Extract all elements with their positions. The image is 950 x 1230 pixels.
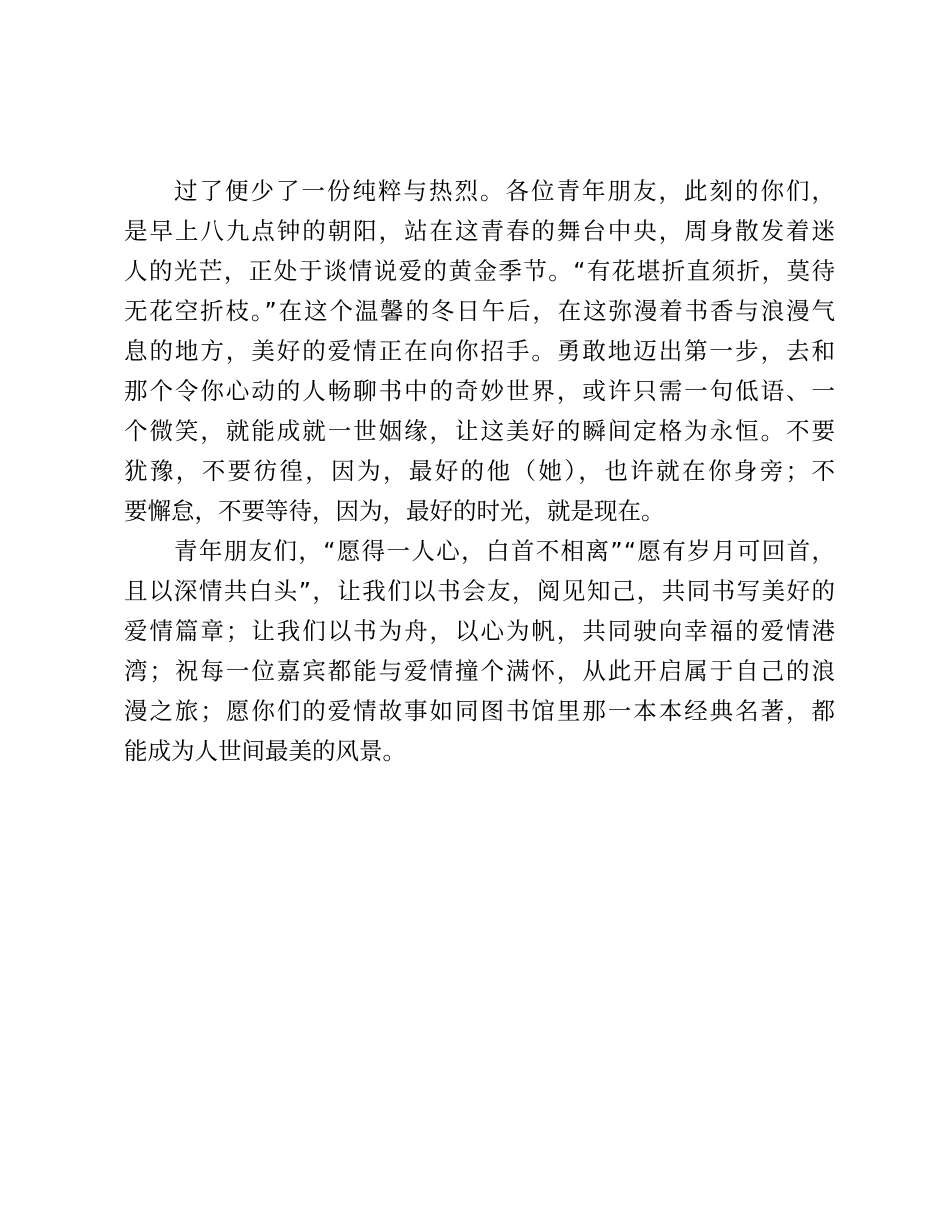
text-line: 犹豫，不要彷徨，因为，最好的他（她），也许就在你身旁；不 — [124, 457, 838, 485]
text-line: 过了便少了一份纯粹与热烈。各位青年朋友，此刻的你们， — [174, 177, 837, 205]
text-line: 要懈怠，不要等待，因为，最好的时光，就是现在。 — [124, 497, 665, 525]
text-line: 青年朋友们，“愿得一人心，白首不相离”“愿有岁月可回首， — [174, 537, 837, 565]
text-line: 湾；祝每一位嘉宾都能与爱情撞个满怀，从此开启属于自己的浪 — [124, 657, 837, 685]
paragraph-1 — [124, 171, 838, 531]
text-line: 漫之旅；愿你们的爱情故事如同图书馆里那一本本经典名著，都 — [124, 697, 837, 725]
text-line: 能成为人世间最美的风景。 — [124, 737, 406, 765]
paragraph-2 — [124, 531, 835, 771]
text-line: 是早上八九点钟的朝阳，站在这青春的舞台中央，周身散发着迷 — [124, 217, 837, 245]
text-line: 人的光芒，正处于谈情说爱的黄金季节。“有花堪折直须折，莫待 — [124, 257, 837, 285]
body-text — [124, 171, 838, 771]
text-line: 息的地方，美好的爱情正在向你招手。勇敢地迈出第一步，去和 — [124, 337, 837, 365]
text-line: 那个令你心动的人畅聊书中的奇妙世界，或许只需一句低语、一 — [124, 377, 837, 405]
text-line: 爱情篇章；让我们以书为舟，以心为帆，共同驶向幸福的爱情港 — [124, 617, 837, 645]
text-line: 个微笑，就能成就一世姻缘，让这美好的瞬间定格为永恒。不要 — [124, 417, 837, 445]
text-line: 且以深情共白头”，让我们以书会友，阅见知己，共同书写美好的 — [124, 577, 837, 605]
text-line: 无花空折枝。”在这个温馨的冬日午后，在这弥漫着书香与浪漫气 — [124, 297, 837, 325]
